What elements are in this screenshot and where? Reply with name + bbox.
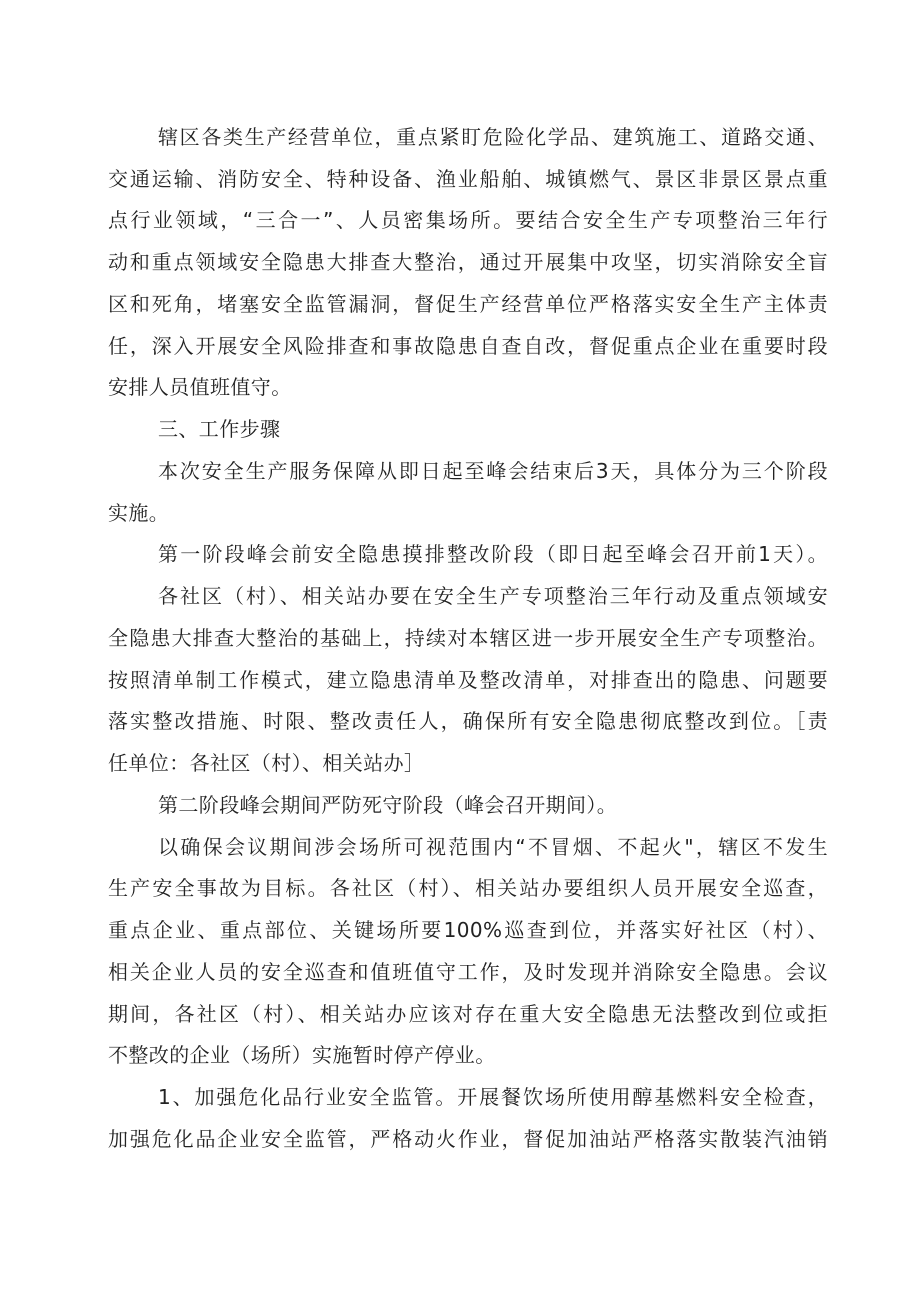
text-line: 1、加强危化品行业安全监管。开展餐饮场所使用醇基燃料安全检查，: [158, 1085, 828, 1109]
section-heading: 三、工作步骤: [158, 417, 281, 441]
text-line: 按照清单制工作模式，建立隐患清单及整改清单，对排查出的隐患、问题要: [108, 668, 828, 692]
stage-heading: 第一阶段峰会前安全隐患摸排整改阶段（即日起至峰会召开前1天）。: [158, 542, 828, 566]
stage-heading: 第二阶段峰会期间严防死守阶段（峰会召开期间）。: [158, 793, 618, 817]
text-line: 任单位：各社区（村）、相关站办］: [108, 751, 425, 775]
text-line: 全隐患大排查大整治的基础上，持续对本辖区进一步开展安全生产专项整治。: [108, 626, 828, 650]
text-line: 区和死角，堵塞安全监管漏洞，督促生产经营单位严格落实安全生产主体责: [108, 292, 828, 316]
text-line: 点行业领域，“三合一”、人员密集场所。要结合安全生产专项整治三年行: [108, 208, 828, 232]
text-line: 辖区各类生产经营单位，重点紧盯危险化学品、建筑施工、道路交通、: [158, 125, 828, 149]
text-line: 生产安全事故为目标。各社区（村）、相关站办要组织人员开展安全巡查，: [108, 876, 828, 900]
text-line: 以确保会议期间涉会场所可视范围内“不冒烟、不起火"，辖区不发生: [158, 835, 828, 859]
text-line: 加强危化品企业安全监管，严格动火作业，督促加油站严格落实散装汽油销: [108, 1127, 828, 1151]
text-line: 不整改的企业（场所）实施暂时停产停业。: [108, 1043, 496, 1067]
text-line: 重点企业、重点部位、关键场所要100%巡查到位，并落实好社区（村）、: [108, 918, 828, 942]
text-line: 落实整改措施、时限、整改责任人，确保所有安全隐患彻底整改到位。［责: [108, 709, 828, 733]
text-line: 安排人员值班值守。: [108, 375, 292, 399]
text-line: 实施。: [108, 501, 170, 525]
text-line: 本次安全生产服务保障从即日起至峰会结束后3天，具体分为三个阶段: [158, 459, 828, 483]
text-line: 期间，各社区（村）、相关站办应该对存在重大安全隐患无法整改到位或拒: [108, 1002, 828, 1026]
text-line: 交通运输、消防安全、特种设备、渔业船舶、城镇燃气、景区非景区景点重: [108, 167, 828, 191]
text-line: 各社区（村）、相关站办要在安全生产专项整治三年行动及重点领域安: [158, 584, 828, 608]
text-line: 动和重点领域安全隐患大排查大整治，通过开展集中攻坚，切实消除安全盲: [108, 250, 828, 274]
text-line: 任，深入开展安全风险排查和事故隐患自查自改，督促重点企业在重要时段: [108, 334, 828, 358]
text-line: 相关企业人员的安全巡查和值班值守工作，及时发现并消除安全隐患。会议: [108, 960, 828, 984]
